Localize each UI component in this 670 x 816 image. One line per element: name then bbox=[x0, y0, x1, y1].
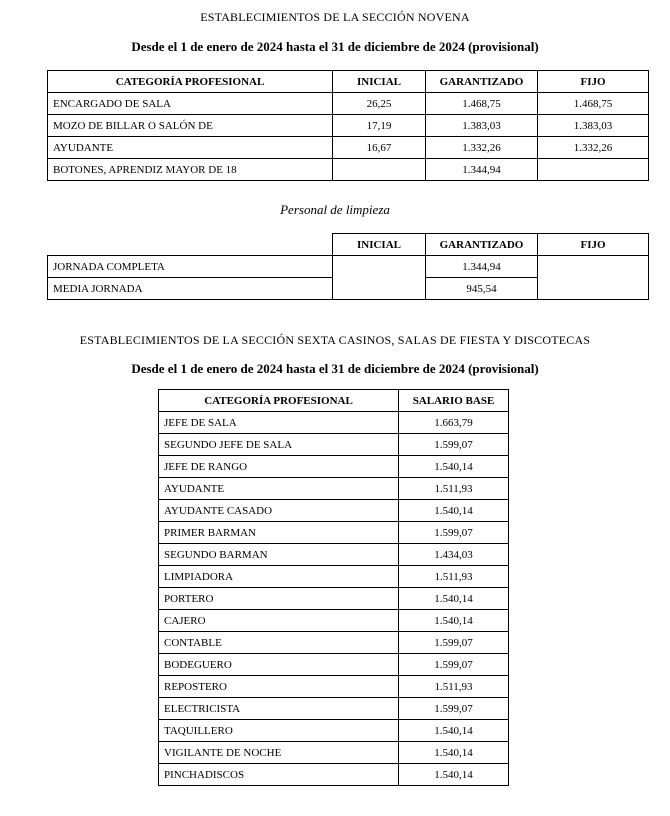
section-novena-title: ESTABLECIMIENTOS DE LA SECCIÓN NOVENA bbox=[200, 10, 470, 24]
category-cell: JEFE DE SALA bbox=[159, 412, 399, 434]
category-cell: MEDIA JORNADA bbox=[48, 278, 333, 300]
merged-blank-cell bbox=[538, 256, 649, 300]
section-sexta-title: ESTABLECIMIENTOS DE LA SECCIÓN SEXTA CASINOS, SALAS DE FIESTA Y DISCOTECAS bbox=[79, 333, 591, 347]
table-row bbox=[159, 566, 509, 588]
table-row bbox=[159, 764, 509, 786]
value-cell: 1.540,14 bbox=[399, 720, 509, 742]
value-cell: 1.540,14 bbox=[399, 742, 509, 764]
table-row bbox=[159, 544, 509, 566]
value-cell: 1.540,14 bbox=[399, 588, 509, 610]
category-cell: PINCHADISCOS bbox=[159, 764, 399, 786]
value-cell: 1.344,94 bbox=[426, 159, 538, 181]
table-row bbox=[159, 434, 509, 456]
column-header: SALARIO BASE bbox=[399, 390, 509, 412]
value-cell: 1.332,26 bbox=[538, 137, 649, 159]
value-cell: 1.468,75 bbox=[538, 93, 649, 115]
column-header: INICIAL bbox=[333, 71, 426, 93]
category-cell: MOZO DE BILLAR O SALÓN DE bbox=[48, 115, 333, 137]
header-row bbox=[159, 390, 509, 412]
category-cell: CONTABLE bbox=[159, 632, 399, 654]
category-cell: PORTERO bbox=[159, 588, 399, 610]
data-table bbox=[47, 233, 649, 300]
category-cell: ENCARGADO DE SALA bbox=[48, 93, 333, 115]
category-cell: BOTONES, APRENDIZ MAYOR DE 18 bbox=[48, 159, 333, 181]
category-cell: REPOSTERO bbox=[159, 676, 399, 698]
value-cell: 1.663,79 bbox=[399, 412, 509, 434]
column-header: FIJO bbox=[538, 234, 649, 256]
value-cell: 1.511,93 bbox=[399, 478, 509, 500]
value-cell bbox=[333, 159, 426, 181]
column-header: INICIAL bbox=[333, 234, 426, 256]
column-header: FIJO bbox=[538, 71, 649, 93]
table-row bbox=[159, 742, 509, 764]
category-cell: JEFE DE RANGO bbox=[159, 456, 399, 478]
category-cell: SEGUNDO JEFE DE SALA bbox=[159, 434, 399, 456]
value-cell: 1.540,14 bbox=[399, 500, 509, 522]
value-cell: 1.599,07 bbox=[399, 632, 509, 654]
value-cell: 1.540,14 bbox=[399, 610, 509, 632]
category-cell: JORNADA COMPLETA bbox=[48, 256, 333, 278]
category-cell: BODEGUERO bbox=[159, 654, 399, 676]
data-table bbox=[158, 389, 509, 786]
table-novena-categories bbox=[47, 70, 670, 181]
table-row bbox=[159, 720, 509, 742]
value-cell: 1.540,14 bbox=[399, 456, 509, 478]
table-row bbox=[159, 698, 509, 720]
limpieza-caption: Personal de limpieza bbox=[280, 202, 390, 217]
table-row bbox=[159, 588, 509, 610]
table-sexta-salaries bbox=[158, 389, 670, 786]
category-cell: LIMPIADORA bbox=[159, 566, 399, 588]
table-row bbox=[48, 159, 649, 181]
blank-header-cell bbox=[48, 234, 333, 256]
value-cell: 17,19 bbox=[333, 115, 426, 137]
column-header: GARANTIZADO bbox=[426, 234, 538, 256]
value-cell bbox=[538, 159, 649, 181]
value-cell: 1.383,03 bbox=[538, 115, 649, 137]
table-row bbox=[48, 256, 649, 278]
table-row bbox=[159, 456, 509, 478]
category-cell: VIGILANTE DE NOCHE bbox=[159, 742, 399, 764]
category-cell: AYUDANTE bbox=[48, 137, 333, 159]
column-header: GARANTIZADO bbox=[426, 71, 538, 93]
value-cell: 26,25 bbox=[333, 93, 426, 115]
data-table bbox=[47, 70, 649, 181]
category-cell: SEGUNDO BARMAN bbox=[159, 544, 399, 566]
table-row bbox=[159, 522, 509, 544]
value-cell: 1.434,03 bbox=[399, 544, 509, 566]
value-cell: 945,54 bbox=[426, 278, 538, 300]
value-cell: 1.511,93 bbox=[399, 566, 509, 588]
category-cell: PRIMER BARMAN bbox=[159, 522, 399, 544]
table-row bbox=[159, 412, 509, 434]
value-cell: 1.540,14 bbox=[399, 764, 509, 786]
value-cell: 1.344,94 bbox=[426, 256, 538, 278]
merged-blank-cell bbox=[333, 256, 426, 300]
category-cell: CAJERO bbox=[159, 610, 399, 632]
value-cell: 1.332,26 bbox=[426, 137, 538, 159]
table-row bbox=[48, 137, 649, 159]
table-limpieza bbox=[47, 233, 670, 300]
header-row bbox=[48, 234, 649, 256]
table-row bbox=[159, 500, 509, 522]
table-row bbox=[48, 93, 649, 115]
value-cell: 1.599,07 bbox=[399, 654, 509, 676]
value-cell: 1.511,93 bbox=[399, 676, 509, 698]
value-cell: 1.383,03 bbox=[426, 115, 538, 137]
table-row bbox=[159, 632, 509, 654]
column-header: CATEGORÍA PROFESIONAL bbox=[48, 71, 333, 93]
category-cell: TAQUILLERO bbox=[159, 720, 399, 742]
table-row bbox=[159, 654, 509, 676]
category-cell: AYUDANTE CASADO bbox=[159, 500, 399, 522]
value-cell: 1.599,07 bbox=[399, 698, 509, 720]
table-row bbox=[159, 676, 509, 698]
table-row bbox=[159, 610, 509, 632]
value-cell: 1.599,07 bbox=[399, 522, 509, 544]
value-cell: 1.468,75 bbox=[426, 93, 538, 115]
section-novena-subtitle: Desde el 1 de enero de 2024 hasta el 31 de diciembre de 2024 (provisional) bbox=[131, 39, 539, 54]
section-sexta-subtitle: Desde el 1 de enero de 2024 hasta el 31 de diciembre de 2024 (provisional) bbox=[131, 361, 539, 376]
table-row bbox=[159, 478, 509, 500]
header-row bbox=[48, 71, 649, 93]
column-header: CATEGORÍA PROFESIONAL bbox=[159, 390, 399, 412]
category-cell: AYUDANTE bbox=[159, 478, 399, 500]
category-cell: ELECTRICISTA bbox=[159, 698, 399, 720]
value-cell: 16,67 bbox=[333, 137, 426, 159]
value-cell: 1.599,07 bbox=[399, 434, 509, 456]
table-row bbox=[48, 115, 649, 137]
